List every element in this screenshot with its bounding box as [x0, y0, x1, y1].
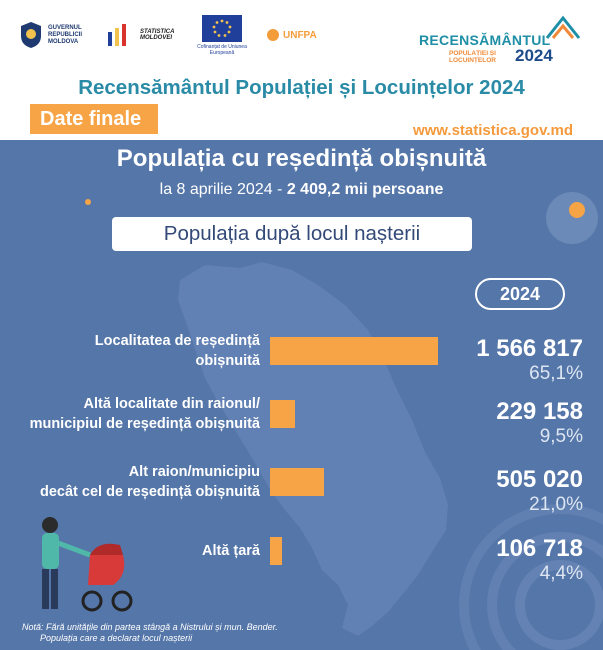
stat-bars-icon [106, 24, 136, 46]
stat-logo [106, 24, 178, 46]
category-label [40, 462, 260, 502]
unfpa-text: UNFPA [283, 29, 317, 41]
category-label-line: Altă localitate din raionul/ [83, 396, 260, 412]
category-label-line: Alt raion/municipiu [128, 464, 260, 480]
gov-logo [18, 20, 92, 50]
category-label-line: obișnuită [195, 353, 260, 369]
census-logo-sub: POPULAȚIEI ȘI LOCUINȚELOR [449, 50, 496, 64]
unfpa-logo [266, 28, 317, 42]
category-label [202, 541, 260, 561]
category-label [95, 331, 260, 371]
moldova-map-silhouette [178, 262, 448, 636]
subtitle-total: 2 409,2 mii persoane [286, 181, 444, 198]
category-label-line: Localitatea de reședință [94, 333, 260, 349]
footnote [22, 622, 278, 644]
final-data-badge: Date finale [30, 104, 158, 134]
eu-caption: Cofinanțat de Uniunea Europeană [197, 43, 247, 56]
bar [270, 337, 438, 365]
stat-logo-text: STATISTICA MOLDOVEI [140, 29, 175, 41]
percent-label: 4,4% [539, 563, 583, 584]
category-label [30, 394, 260, 434]
category-label-line: municipiul de reședință obișnuită [29, 416, 260, 432]
census-logo [413, 12, 583, 68]
subtitle-date: la 8 aprilie 2024 - [159, 181, 287, 198]
section-subtitle [0, 181, 603, 199]
bar [270, 537, 282, 565]
footnote-line-1: Notă: Fără unitățile din partea stângă a Nistrului și mun. Bender. [22, 622, 278, 632]
year-legend: 2024 [475, 278, 565, 310]
percent-label: 21,0% [529, 494, 583, 515]
unfpa-icon [266, 28, 280, 42]
website-link[interactable]: www.statistica.gov.md [412, 122, 573, 139]
value-label: 229 158 [496, 398, 583, 425]
value-label: 106 718 [496, 535, 583, 562]
census-logo-year: 2024 [515, 46, 553, 65]
category-label-line: Altă țară [201, 543, 260, 559]
eu-flag-icon [202, 15, 242, 42]
census-logo-title: RECENSĂMÂNTUL [419, 32, 551, 48]
percent-label: 9,5% [539, 426, 583, 447]
chart-title-pill: Populația după locul nașterii [112, 217, 472, 251]
percent-label: 65,1% [529, 363, 583, 384]
partner-logos [18, 10, 317, 60]
section-title: Populația cu reședință obișnuită [116, 145, 487, 172]
bar [270, 400, 295, 428]
footnote-line-2: Populația care a declarat locul nașterii [40, 633, 193, 643]
decor-orb-dot [569, 202, 585, 218]
eu-logo [192, 15, 252, 56]
bar [270, 468, 324, 496]
category-label-line: decât cel de reședință obișnuită [40, 484, 260, 500]
decor-dot [85, 199, 91, 205]
decor-orb [546, 192, 598, 244]
header [0, 0, 603, 140]
page-title: Recensământul Populației și Locuințelor 2024 [78, 76, 525, 99]
value-label: 505 020 [496, 466, 583, 493]
value-label: 1 566 817 [476, 335, 583, 362]
gov-logo-text: GUVERNUL REPUBLICII MOLDOVA [48, 24, 83, 45]
coat-of-arms-icon [18, 20, 44, 50]
parent-with-stroller-illustration [28, 515, 143, 615]
